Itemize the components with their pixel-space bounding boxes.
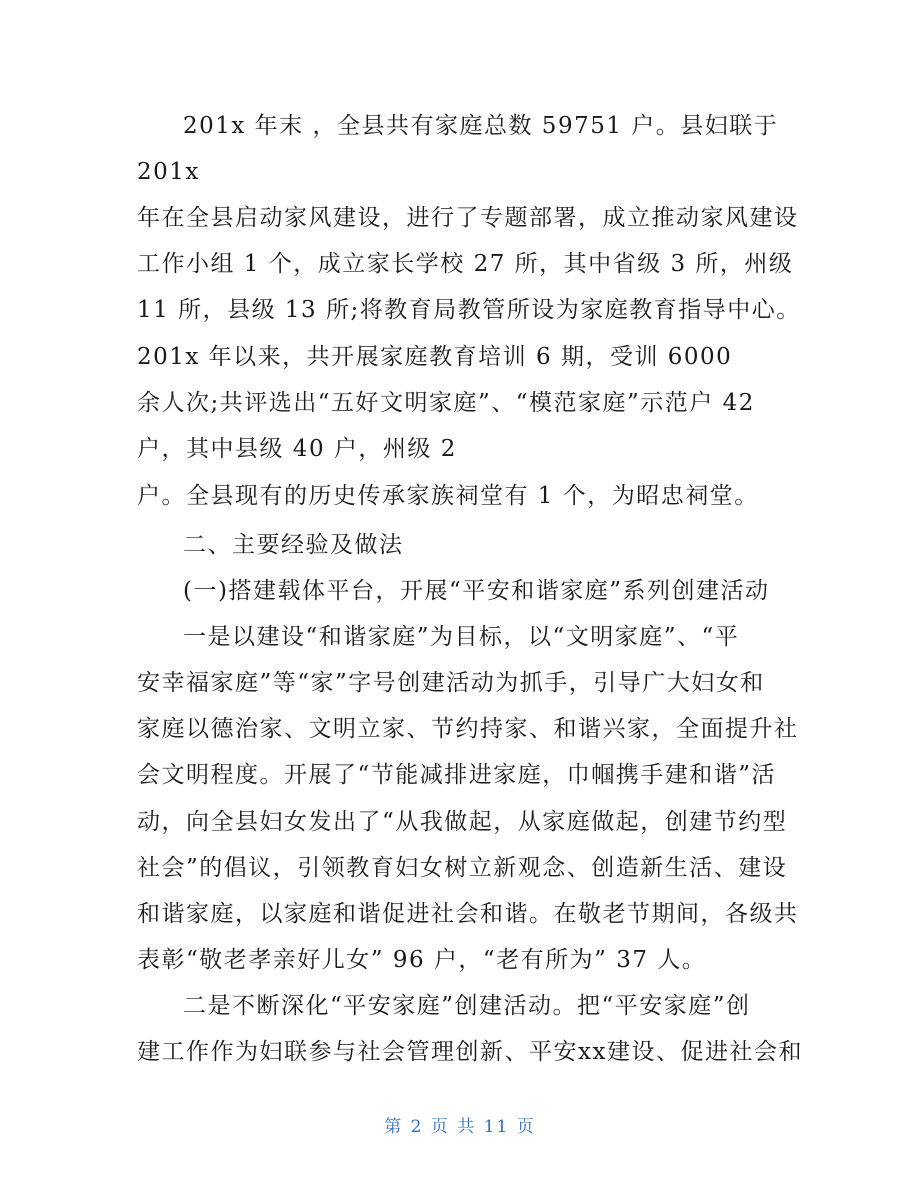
text-line: 社会”的倡议，引领教育妇女树立新观念、创造新生活、建设 xyxy=(137,855,788,881)
text-line: 余人次;共评选出“五好文明家庭”、“模范家庭”示范户 42 xyxy=(137,390,755,416)
text-line: 户，其中县级 40 户，州级 2 xyxy=(137,436,457,462)
text-line: 201x 年以来，共开展家庭教育培训 6 期，受训 6000 xyxy=(137,344,733,370)
text-line: 二是不断深化“平安家庭”创建活动。把“平安家庭”创 xyxy=(183,993,751,1019)
text-line: 11 所，县级 13 所;将教育局教管所设为家庭教育指导中心。 xyxy=(137,297,801,323)
text-line: 建工作作为妇联参与社会管理创新、平安xx建设、促进社会和 xyxy=(137,1039,803,1065)
page-number-footer: 第 2 页 共 11 页 xyxy=(384,1117,536,1137)
text-line: 表彰“敬老孝亲好儿女” 96 户，“老有所为” 37 人。 xyxy=(137,947,707,973)
text-line: 工作小组 1 个，成立家长学校 27 所，其中省级 3 所，州级 xyxy=(137,251,794,277)
text-line: 年在全县启动家风建设，进行了专题部署，成立推动家风建设 xyxy=(137,205,799,231)
text-line: 家庭以德治家、文明立家、节约持家、和谐兴家，全面提升社 xyxy=(137,716,799,742)
text-line: 户。全县现有的历史传承家族祠堂有 1 个，为昭忠祠堂。 xyxy=(137,483,759,509)
text-line: 安幸福家庭”等“家”字号创建活动为抓手，引导广大妇女和 xyxy=(137,670,765,696)
text-line: 一是以建设“和谐家庭”为目标，以“文明家庭”、“平 xyxy=(183,624,740,650)
text-line: 和谐家庭，以家庭和谐促进社会和谐。在敬老节期间，各级共 xyxy=(137,901,799,927)
text-line: 201x 年末 ，全县共有家庭总数 59751 户。县妇联于 xyxy=(183,113,779,139)
text-line: 动，向全县妇女发出了“从我做起，从家庭做起，创建节约型 xyxy=(137,809,788,835)
text-line: 会文明程度。开展了“节能减排进家庭，巾帼携手建和谐”活 xyxy=(137,762,777,788)
text-line: 201x xyxy=(137,159,200,185)
section-heading: 二、主要经验及做法 xyxy=(183,532,404,558)
subsection-heading: (一)搭建载体平台，开展“平安和谐家庭”系列创建活动 xyxy=(183,578,770,604)
